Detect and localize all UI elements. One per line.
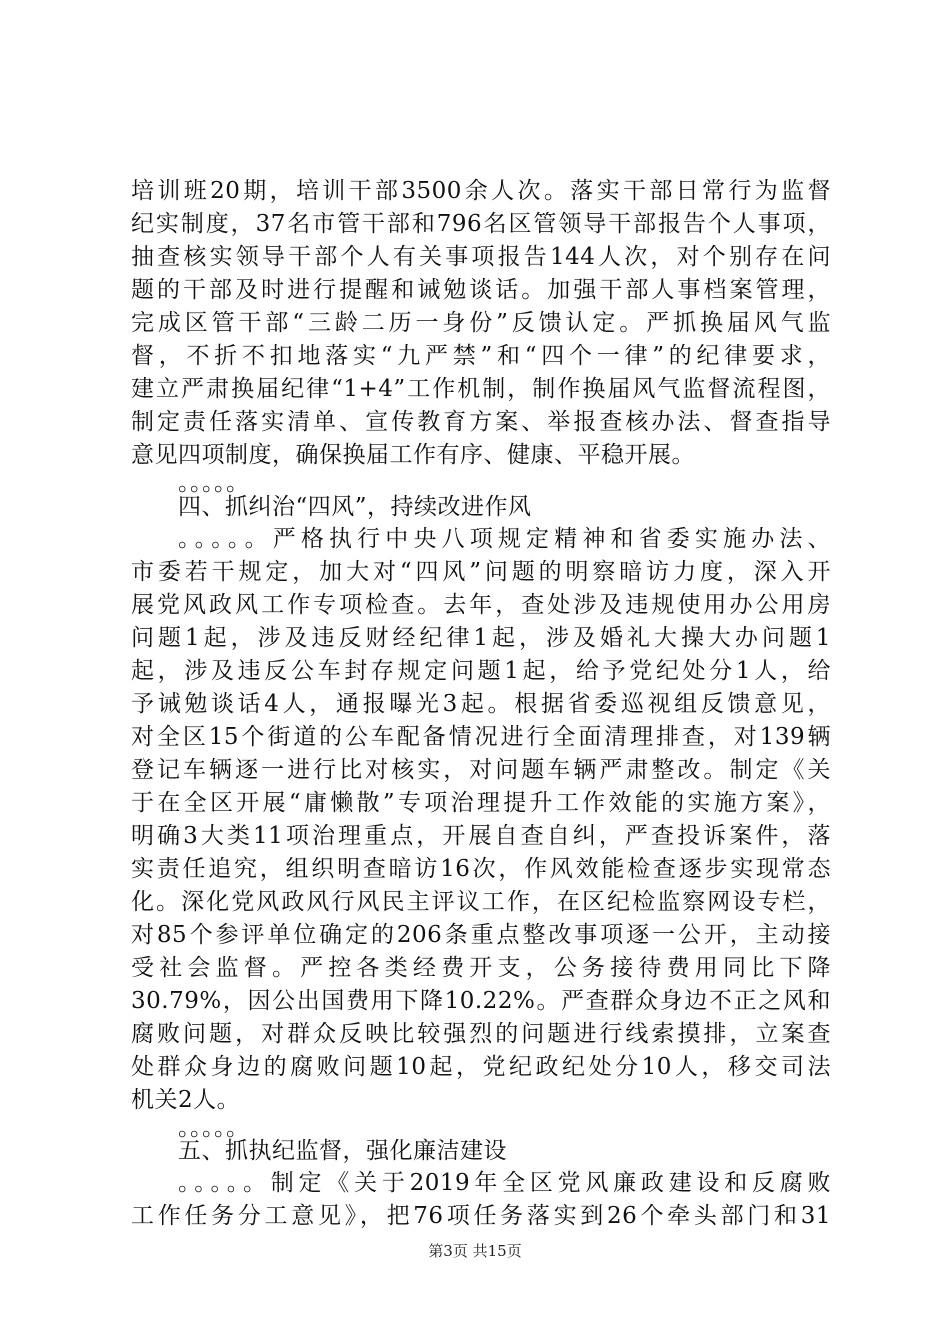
para2-line-18: 机关2人。 <box>131 1087 241 1113</box>
para1-line-8: 制定责任落实清单、宣传教育方案、举报查核办法、督查指导 <box>131 409 831 435</box>
para1-line-6: 督，不折不扣地落实“九严禁”和“四个一律”的纪律要求， <box>131 343 831 369</box>
para2-line-14: 受社会监督。严控各类经费开支，公务接待费用同比下降 <box>131 955 831 981</box>
para2-line-11: 实责任追究，组织明查暗访16次，作风效能检查逐步实现常态 <box>131 856 831 882</box>
section-heading-5: 五、抓执纪监督，强化廉洁建设 <box>178 1138 507 1164</box>
separator-dots-1: 。。。。。 <box>178 470 250 496</box>
para2-line-5: 起，涉及违反公车封存规定问题1起，给予党纪处分1人，给 <box>131 658 831 684</box>
para1-line-5: 完成区管干部“三龄二历一身份”反馈认定。严抓换届风气监 <box>131 310 831 336</box>
para2-line-4: 问题1起，涉及违反财经纪律1起，涉及婚礼大操大办问题1 <box>131 625 831 651</box>
para3-line-1: 。。。。。制定《关于2019年全区党风廉政建设和反腐败 <box>178 1170 831 1196</box>
para2-line-15: 30.79%，因公出国费用下降10.22%。严查群众身边不正之风和 <box>131 988 831 1014</box>
para1-line-2: 纪实制度，37名市管干部和796名区管领导干部报告个人事项， <box>131 211 831 237</box>
para2-line-9: 于在全区开展“庸懒散”专项治理提升工作效能的实施方案》， <box>131 790 831 816</box>
section-heading-4: 四、抓纠治“四风”，持续改进作风 <box>178 494 532 520</box>
para1-line-3: 抽查核实领导干部个人有关事项报告144人次，对个别存在问 <box>131 244 831 270</box>
para1-line-9: 意见四项制度，确保换届工作有序、健康、平稳开展。 <box>131 442 695 468</box>
para2-line-13: 对85个参评单位确定的206条重点整改事项逐一公开，主动接 <box>131 922 831 948</box>
para1-line-4: 题的干部及时进行提醒和诫勉谈话。加强干部人事档案管理， <box>131 277 831 303</box>
para2-line-17: 处群众身边的腐败问题10起，党纪政纪处分10人，移交司法 <box>131 1054 831 1080</box>
para2-line-12: 化。深化党风政风行风民主评议工作，在区纪检监察网设专栏， <box>131 889 831 915</box>
para3-line-2: 工作任务分工意见》，把76项任务落实到26个牵头部门和31 <box>131 1203 831 1229</box>
para2-line-16: 腐败问题，对群众反映比较强烈的问题进行线索摸排，立案查 <box>131 1021 831 1047</box>
separator-dots-2: 。。。。。 <box>178 1115 250 1141</box>
para1-line-1: 培训班20期，培训干部3500余人次。落实干部日常行为监督 <box>131 178 831 204</box>
para2-line-10: 明确3大类11项治理重点，开展自查自纠，严查投诉案件，落 <box>131 823 831 849</box>
para2-line-2: 市委若干规定，加大对“四风”问题的明察暗访力度，深入开 <box>131 559 831 585</box>
para2-line-8: 登记车辆逐一进行比对核实，对问题车辆严肃整改。制定《关 <box>131 757 831 783</box>
para2-line-7: 对全区15个街道的公车配备情况进行全面清理排查，对139辆 <box>131 724 831 750</box>
page-footer: 第3页 共15页 <box>428 1242 522 1260</box>
para2-line-1: 。。。。。严格执行中央八项规定精神和省委实施办法、 <box>178 526 831 552</box>
para1-line-7: 建立严肃换届纪律“1+4”工作机制，制作换届风气监督流程图， <box>131 376 831 402</box>
para2-line-6: 予诫勉谈话4人，通报曝光3起。根据省委巡视组反馈意见， <box>131 691 831 717</box>
para2-line-3: 展党风政风工作专项检查。去年，查处涉及违规使用办公用房 <box>131 592 831 618</box>
